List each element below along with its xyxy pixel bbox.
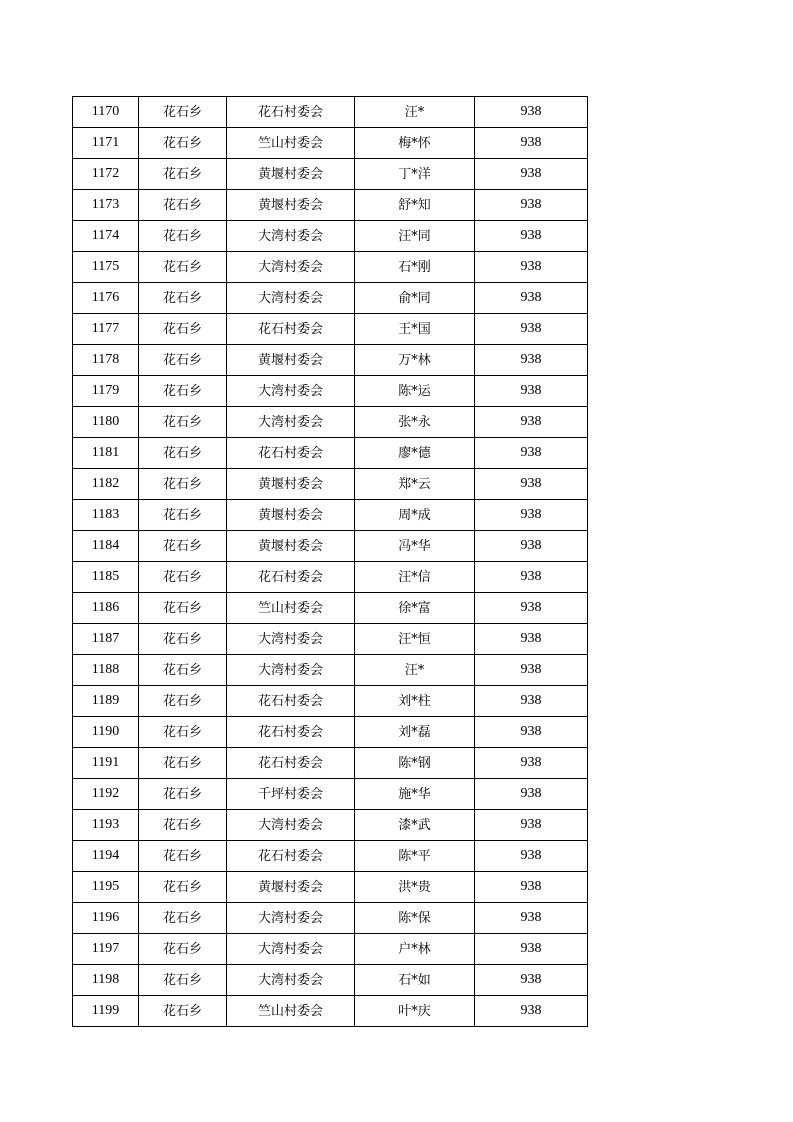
serial-number-cell: 1181 bbox=[73, 438, 139, 469]
table-row bbox=[73, 252, 588, 283]
person-name-cell: 漆*武 bbox=[355, 810, 475, 841]
village-committee-cell: 大湾村委会 bbox=[227, 283, 355, 314]
township-cell: 花石乡 bbox=[139, 128, 227, 159]
township-cell: 花石乡 bbox=[139, 841, 227, 872]
village-committee-cell: 花石村委会 bbox=[227, 438, 355, 469]
village-committee-cell: 千坪村委会 bbox=[227, 779, 355, 810]
person-name-cell: 汪*同 bbox=[355, 221, 475, 252]
serial-number-cell: 1188 bbox=[73, 655, 139, 686]
township-cell: 花石乡 bbox=[139, 376, 227, 407]
table-row bbox=[73, 531, 588, 562]
amount-cell: 938 bbox=[475, 624, 588, 655]
table-row bbox=[73, 469, 588, 500]
amount-cell: 938 bbox=[475, 283, 588, 314]
township-cell: 花石乡 bbox=[139, 624, 227, 655]
serial-number-cell: 1185 bbox=[73, 562, 139, 593]
township-cell: 花石乡 bbox=[139, 655, 227, 686]
person-name-cell: 石*如 bbox=[355, 965, 475, 996]
township-cell: 花石乡 bbox=[139, 965, 227, 996]
amount-cell: 938 bbox=[475, 531, 588, 562]
village-committee-cell: 黄堰村委会 bbox=[227, 190, 355, 221]
serial-number-cell: 1182 bbox=[73, 469, 139, 500]
village-committee-cell: 大湾村委会 bbox=[227, 221, 355, 252]
table-row bbox=[73, 190, 588, 221]
village-committee-cell: 花石村委会 bbox=[227, 686, 355, 717]
amount-cell: 938 bbox=[475, 996, 588, 1027]
village-committee-cell: 竺山村委会 bbox=[227, 996, 355, 1027]
township-cell: 花石乡 bbox=[139, 159, 227, 190]
serial-number-cell: 1174 bbox=[73, 221, 139, 252]
amount-cell: 938 bbox=[475, 934, 588, 965]
village-committee-cell: 大湾村委会 bbox=[227, 810, 355, 841]
township-cell: 花石乡 bbox=[139, 903, 227, 934]
table-row bbox=[73, 903, 588, 934]
amount-cell: 938 bbox=[475, 903, 588, 934]
amount-cell: 938 bbox=[475, 345, 588, 376]
table-row bbox=[73, 686, 588, 717]
township-cell: 花石乡 bbox=[139, 190, 227, 221]
table-row bbox=[73, 624, 588, 655]
person-name-cell: 张*永 bbox=[355, 407, 475, 438]
person-name-cell: 陈*保 bbox=[355, 903, 475, 934]
village-committee-cell: 黄堰村委会 bbox=[227, 872, 355, 903]
village-committee-cell: 大湾村委会 bbox=[227, 252, 355, 283]
village-committee-cell: 竺山村委会 bbox=[227, 128, 355, 159]
amount-cell: 938 bbox=[475, 686, 588, 717]
amount-cell: 938 bbox=[475, 190, 588, 221]
amount-cell: 938 bbox=[475, 469, 588, 500]
amount-cell: 938 bbox=[475, 252, 588, 283]
township-cell: 花石乡 bbox=[139, 438, 227, 469]
amount-cell: 938 bbox=[475, 159, 588, 190]
township-cell: 花石乡 bbox=[139, 531, 227, 562]
table-row bbox=[73, 97, 588, 128]
amount-cell: 938 bbox=[475, 872, 588, 903]
table-row bbox=[73, 159, 588, 190]
serial-number-cell: 1198 bbox=[73, 965, 139, 996]
amount-cell: 938 bbox=[475, 376, 588, 407]
serial-number-cell: 1196 bbox=[73, 903, 139, 934]
amount-cell: 938 bbox=[475, 221, 588, 252]
table-row bbox=[73, 934, 588, 965]
person-name-cell: 汪* bbox=[355, 655, 475, 686]
amount-cell: 938 bbox=[475, 97, 588, 128]
person-name-cell: 万*林 bbox=[355, 345, 475, 376]
table-row bbox=[73, 345, 588, 376]
township-cell: 花石乡 bbox=[139, 748, 227, 779]
amount-cell: 938 bbox=[475, 655, 588, 686]
table-row bbox=[73, 314, 588, 345]
serial-number-cell: 1191 bbox=[73, 748, 139, 779]
amount-cell: 938 bbox=[475, 438, 588, 469]
village-committee-cell: 花石村委会 bbox=[227, 562, 355, 593]
township-cell: 花石乡 bbox=[139, 872, 227, 903]
village-committee-cell: 大湾村委会 bbox=[227, 624, 355, 655]
table-row bbox=[73, 717, 588, 748]
serial-number-cell: 1192 bbox=[73, 779, 139, 810]
table-row bbox=[73, 128, 588, 159]
amount-cell: 938 bbox=[475, 593, 588, 624]
amount-cell: 938 bbox=[475, 779, 588, 810]
person-name-cell: 王*国 bbox=[355, 314, 475, 345]
person-name-cell: 石*刚 bbox=[355, 252, 475, 283]
person-name-cell: 周*成 bbox=[355, 500, 475, 531]
serial-number-cell: 1175 bbox=[73, 252, 139, 283]
amount-cell: 938 bbox=[475, 500, 588, 531]
person-name-cell: 丁*洋 bbox=[355, 159, 475, 190]
person-name-cell: 廖*德 bbox=[355, 438, 475, 469]
person-name-cell: 施*华 bbox=[355, 779, 475, 810]
person-name-cell: 陈*运 bbox=[355, 376, 475, 407]
township-cell: 花石乡 bbox=[139, 779, 227, 810]
township-cell: 花石乡 bbox=[139, 996, 227, 1027]
township-cell: 花石乡 bbox=[139, 717, 227, 748]
table-row bbox=[73, 872, 588, 903]
person-name-cell: 郑*云 bbox=[355, 469, 475, 500]
village-committee-cell: 大湾村委会 bbox=[227, 934, 355, 965]
serial-number-cell: 1184 bbox=[73, 531, 139, 562]
person-name-cell: 冯*华 bbox=[355, 531, 475, 562]
township-cell: 花石乡 bbox=[139, 469, 227, 500]
amount-cell: 938 bbox=[475, 717, 588, 748]
serial-number-cell: 1172 bbox=[73, 159, 139, 190]
village-committee-cell: 花石村委会 bbox=[227, 748, 355, 779]
township-cell: 花石乡 bbox=[139, 562, 227, 593]
person-name-cell: 俞*同 bbox=[355, 283, 475, 314]
village-committee-cell: 黄堰村委会 bbox=[227, 159, 355, 190]
person-name-cell: 洪*贵 bbox=[355, 872, 475, 903]
village-committee-cell: 大湾村委会 bbox=[227, 655, 355, 686]
table-row bbox=[73, 500, 588, 531]
person-name-cell: 徐*富 bbox=[355, 593, 475, 624]
village-committee-cell: 大湾村委会 bbox=[227, 965, 355, 996]
table-row bbox=[73, 748, 588, 779]
township-cell: 花石乡 bbox=[139, 407, 227, 438]
township-cell: 花石乡 bbox=[139, 283, 227, 314]
village-committee-cell: 大湾村委会 bbox=[227, 376, 355, 407]
person-name-cell: 梅*怀 bbox=[355, 128, 475, 159]
person-name-cell: 汪* bbox=[355, 97, 475, 128]
township-cell: 花石乡 bbox=[139, 686, 227, 717]
person-name-cell: 刘*磊 bbox=[355, 717, 475, 748]
serial-number-cell: 1194 bbox=[73, 841, 139, 872]
serial-number-cell: 1177 bbox=[73, 314, 139, 345]
village-committee-cell: 花石村委会 bbox=[227, 97, 355, 128]
serial-number-cell: 1190 bbox=[73, 717, 139, 748]
amount-cell: 938 bbox=[475, 748, 588, 779]
table-body bbox=[73, 97, 588, 1027]
table-row bbox=[73, 562, 588, 593]
person-name-cell: 陈*平 bbox=[355, 841, 475, 872]
village-committee-cell: 黄堰村委会 bbox=[227, 500, 355, 531]
village-committee-cell: 黄堰村委会 bbox=[227, 531, 355, 562]
village-committee-cell: 大湾村委会 bbox=[227, 407, 355, 438]
table-row bbox=[73, 283, 588, 314]
table-row bbox=[73, 376, 588, 407]
amount-cell: 938 bbox=[475, 128, 588, 159]
village-committee-cell: 花石村委会 bbox=[227, 314, 355, 345]
serial-number-cell: 1199 bbox=[73, 996, 139, 1027]
serial-number-cell: 1180 bbox=[73, 407, 139, 438]
serial-number-cell: 1186 bbox=[73, 593, 139, 624]
township-cell: 花石乡 bbox=[139, 97, 227, 128]
township-cell: 花石乡 bbox=[139, 810, 227, 841]
table-row bbox=[73, 779, 588, 810]
township-cell: 花石乡 bbox=[139, 500, 227, 531]
table-row bbox=[73, 841, 588, 872]
serial-number-cell: 1183 bbox=[73, 500, 139, 531]
amount-cell: 938 bbox=[475, 314, 588, 345]
amount-cell: 938 bbox=[475, 810, 588, 841]
serial-number-cell: 1193 bbox=[73, 810, 139, 841]
table-row bbox=[73, 438, 588, 469]
township-cell: 花石乡 bbox=[139, 252, 227, 283]
table-row bbox=[73, 996, 588, 1027]
amount-cell: 938 bbox=[475, 841, 588, 872]
village-committee-cell: 黄堰村委会 bbox=[227, 469, 355, 500]
person-name-cell: 汪*信 bbox=[355, 562, 475, 593]
serial-number-cell: 1170 bbox=[73, 97, 139, 128]
amount-cell: 938 bbox=[475, 407, 588, 438]
person-name-cell: 陈*钢 bbox=[355, 748, 475, 779]
serial-number-cell: 1189 bbox=[73, 686, 139, 717]
table-row bbox=[73, 221, 588, 252]
serial-number-cell: 1173 bbox=[73, 190, 139, 221]
person-name-cell: 舒*知 bbox=[355, 190, 475, 221]
serial-number-cell: 1195 bbox=[73, 872, 139, 903]
township-cell: 花石乡 bbox=[139, 221, 227, 252]
township-cell: 花石乡 bbox=[139, 593, 227, 624]
table-row bbox=[73, 593, 588, 624]
village-committee-cell: 花石村委会 bbox=[227, 717, 355, 748]
person-name-cell: 刘*柱 bbox=[355, 686, 475, 717]
table-row bbox=[73, 965, 588, 996]
serial-number-cell: 1197 bbox=[73, 934, 139, 965]
person-name-cell: 汪*恒 bbox=[355, 624, 475, 655]
serial-number-cell: 1179 bbox=[73, 376, 139, 407]
township-cell: 花石乡 bbox=[139, 934, 227, 965]
village-committee-cell: 黄堰村委会 bbox=[227, 345, 355, 376]
serial-number-cell: 1178 bbox=[73, 345, 139, 376]
subsidy-list-table bbox=[72, 96, 588, 1027]
person-name-cell: 户*林 bbox=[355, 934, 475, 965]
village-committee-cell: 大湾村委会 bbox=[227, 903, 355, 934]
township-cell: 花石乡 bbox=[139, 314, 227, 345]
serial-number-cell: 1176 bbox=[73, 283, 139, 314]
serial-number-cell: 1171 bbox=[73, 128, 139, 159]
amount-cell: 938 bbox=[475, 562, 588, 593]
village-committee-cell: 竺山村委会 bbox=[227, 593, 355, 624]
table-row bbox=[73, 407, 588, 438]
amount-cell: 938 bbox=[475, 965, 588, 996]
township-cell: 花石乡 bbox=[139, 345, 227, 376]
serial-number-cell: 1187 bbox=[73, 624, 139, 655]
table-row bbox=[73, 810, 588, 841]
village-committee-cell: 花石村委会 bbox=[227, 841, 355, 872]
table-row bbox=[73, 655, 588, 686]
person-name-cell: 叶*庆 bbox=[355, 996, 475, 1027]
